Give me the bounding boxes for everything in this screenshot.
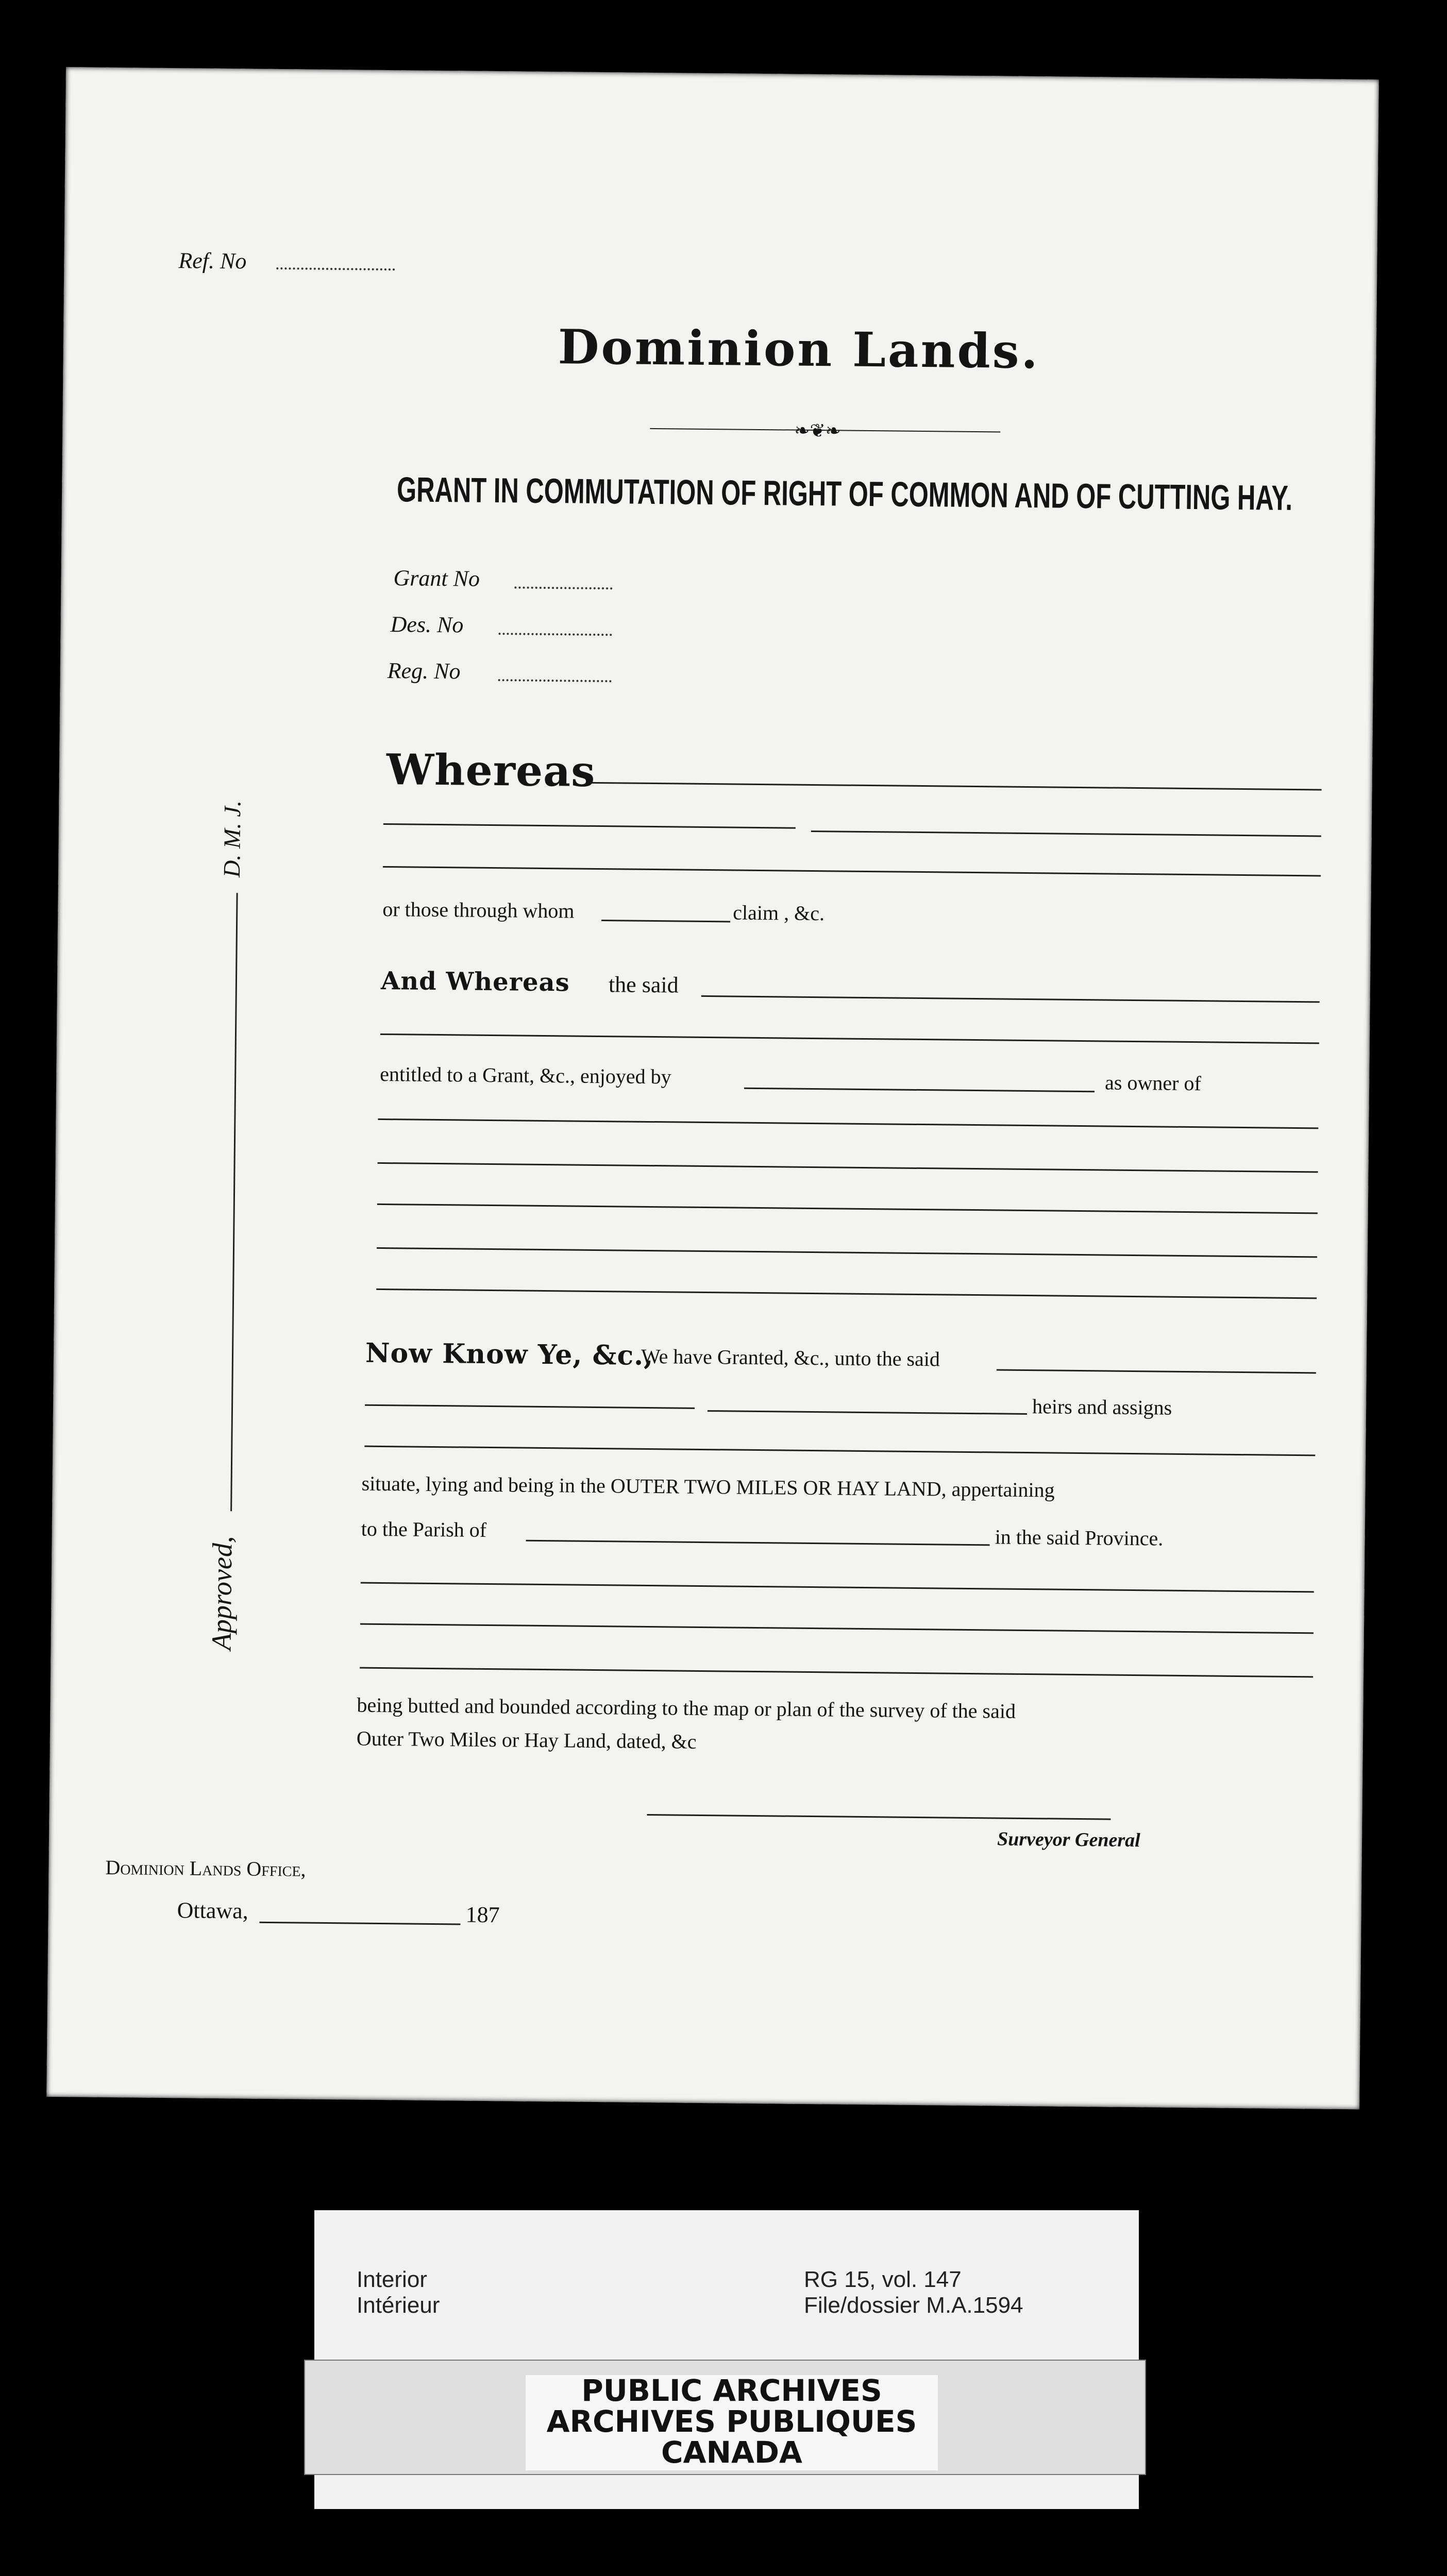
owner-blank-4	[377, 1247, 1317, 1258]
now-know-ye-heading: Now Know Ye, &c.,	[365, 1337, 654, 1372]
owner-blank-1	[378, 1118, 1318, 1129]
owner-of-text: as owner of	[1104, 1071, 1201, 1095]
surveyor-signature-line	[647, 1814, 1111, 1820]
owner-blank-5	[376, 1289, 1317, 1299]
office-label: Dominion Lands Office,	[105, 1855, 306, 1881]
the-said-text: the said	[608, 972, 679, 998]
whereas-heading: Whereas	[386, 745, 596, 796]
approved-label: Approved,	[206, 1536, 238, 1651]
granted-text: We have Granted, &c., unto the said	[641, 1344, 940, 1371]
record-group: RG 15, vol. 147	[804, 2267, 962, 2292]
reg-number-label: Reg. No	[387, 658, 461, 684]
surveyor-general-label: Surveyor General	[997, 1828, 1140, 1852]
whereas-blank-2a	[383, 823, 796, 829]
granted-blank-2b	[708, 1410, 1027, 1415]
whereas-blank-1	[590, 782, 1322, 791]
granted-blank-2a	[365, 1404, 695, 1409]
granted-blank-3	[364, 1446, 1315, 1456]
ref-number-label: Ref. No	[178, 248, 247, 274]
parish-blank	[526, 1540, 990, 1546]
whereas-blank-2b	[811, 831, 1321, 837]
stamp-line-2: ARCHIVES PUBLIQUES	[546, 2404, 917, 2439]
document-subtitle: GRANT IN COMMUTATION OF RIGHT OF COMMON AND OF CUTTING HAY.	[396, 470, 1293, 518]
ottawa-label: Ottawa,	[177, 1897, 248, 1924]
and-whereas-blank-2	[380, 1033, 1319, 1044]
stamp-line-1: PUBLIC ARCHIVES	[581, 2373, 882, 2408]
stamp-line-3: CANADA	[661, 2435, 802, 2470]
grant-number-blank	[514, 586, 612, 589]
entitled-text: entitled to a Grant, &c., enjoyed by	[380, 1062, 671, 1089]
claim-text: claim , &c.	[733, 901, 825, 925]
heirs-text: heirs and assigns	[1032, 1395, 1172, 1419]
outer-two-miles-text: Outer Two Miles or Hay Land, dated, &c	[356, 1726, 697, 1753]
butted-text: being butted and bounded according to the map or plan of the survey of the said	[357, 1693, 1016, 1723]
owner-blank-2	[378, 1162, 1318, 1173]
enjoyed-by-blank	[744, 1088, 1095, 1093]
ref-number-blank	[276, 267, 395, 270]
parish-blank-2	[361, 1582, 1314, 1593]
through-whom-blank	[601, 920, 730, 922]
parish-blank-3	[360, 1623, 1314, 1634]
parish-blank-4	[360, 1667, 1313, 1678]
initials-text: D. M. J.	[218, 800, 246, 878]
reg-number-blank	[498, 679, 612, 682]
through-whom-text: or those through whom	[382, 897, 575, 923]
document-sheet	[46, 67, 1379, 2109]
grant-number-label: Grant No	[393, 565, 480, 591]
title-ornament: ❧❦❧	[794, 420, 841, 442]
file-number: File/dossier M.A.1594	[804, 2293, 1023, 2318]
parish-text: to the Parish of	[361, 1517, 487, 1541]
des-number-blank	[498, 633, 612, 636]
province-text: in the said Province.	[995, 1525, 1164, 1550]
date-blank	[259, 1922, 460, 1925]
and-whereas-heading: And Whereas	[380, 966, 570, 997]
and-whereas-blank-1	[701, 995, 1320, 1003]
department-fr: Intérieur	[357, 2293, 440, 2318]
year-label: 187	[465, 1902, 500, 1928]
document-title: Dominion Lands.	[558, 319, 1040, 380]
situate-text: situate, lying and being in the OUTER TWO MILES OR HAY LAND, appertaining	[361, 1471, 1055, 1502]
approval-signature-line	[230, 893, 238, 1511]
whereas-blank-3	[383, 866, 1321, 876]
des-number-label: Des. No	[390, 612, 464, 638]
archive-stamp	[526, 2375, 938, 2470]
owner-blank-3	[377, 1204, 1318, 1214]
granted-blank-1	[997, 1369, 1316, 1374]
department-en: Interior	[357, 2267, 427, 2292]
